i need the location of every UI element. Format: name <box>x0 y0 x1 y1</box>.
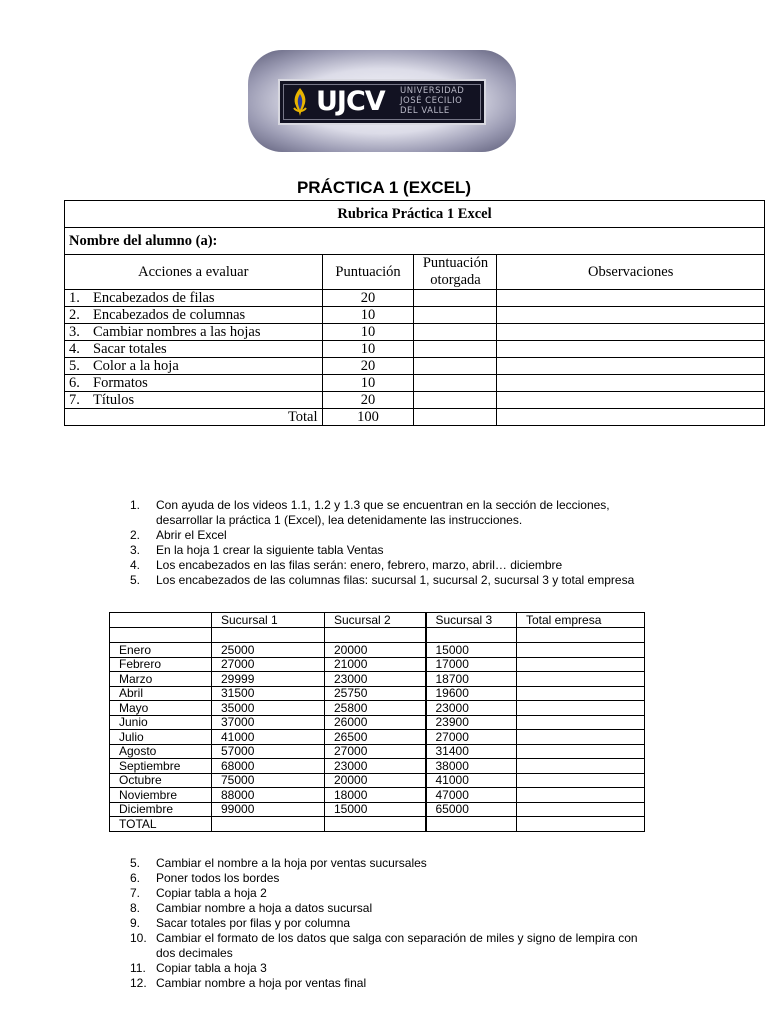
value-cell: 23000 <box>325 672 426 687</box>
month-cell: Marzo <box>110 672 212 687</box>
month-cell: Octubre <box>110 773 212 788</box>
torch-emblem-icon <box>288 86 312 118</box>
table-row <box>110 643 645 658</box>
value-cell: 57000 <box>212 744 325 759</box>
rubric-row: 7. Títulos 20 <box>65 392 765 409</box>
month-cell: Noviembre <box>110 788 212 803</box>
value-cell: 18000 <box>325 788 426 803</box>
student-name-label: Nombre del alumno (a): <box>65 228 765 255</box>
value-cell: 20000 <box>325 773 426 788</box>
table-row <box>110 672 645 687</box>
list-item: 9. Sacar totales por filas y por columna <box>130 916 351 930</box>
instructions-list-2 <box>130 856 650 991</box>
month-cell: Mayo <box>110 701 212 716</box>
value-cell: 41000 <box>426 773 517 788</box>
value-cell <box>517 672 645 687</box>
value-cell: 20000 <box>325 643 426 658</box>
ventas-header-row: Sucursal 1 Sucursal 2 Sucursal 3 Total empresa <box>110 613 645 628</box>
rubric-total-row: Total 100 <box>65 409 765 426</box>
value-cell: 18700 <box>426 672 517 687</box>
value-cell <box>517 657 645 672</box>
value-cell: 75000 <box>212 773 325 788</box>
value-cell <box>517 802 645 817</box>
month-cell: Septiembre <box>110 759 212 774</box>
table-row <box>110 701 645 716</box>
value-cell: 65000 <box>426 802 517 817</box>
list-item: 8. Cambiar nombre a hoja a datos sucursal <box>130 901 373 915</box>
value-cell: 26000 <box>325 715 426 730</box>
value-cell: 38000 <box>426 759 517 774</box>
list-item: 7. Copiar tabla a hoja 2 <box>130 886 267 900</box>
value-cell: 35000 <box>212 701 325 716</box>
value-cell: 25800 <box>325 701 426 716</box>
list-item: 5. Los encabezados de las columnas filas: sucursal 1, sucursal 2, sucursal 3 y total empresa <box>130 573 635 587</box>
value-cell: 68000 <box>212 759 325 774</box>
rubric-table <box>64 200 765 426</box>
month-cell: Junio <box>110 715 212 730</box>
value-cell: 27000 <box>212 657 325 672</box>
header-otorgada: Puntuación otorgada <box>414 255 497 290</box>
list-item: 11. Copiar tabla a hoja 3 <box>130 961 267 975</box>
rubric-row: 3. Cambiar nombres a las hojas 10 <box>65 324 765 341</box>
table-row <box>110 788 645 803</box>
header-observaciones: Observaciones <box>497 255 765 290</box>
list-item: 2. Abrir el Excel <box>130 528 227 542</box>
value-cell: 27000 <box>325 744 426 759</box>
rubric-row: 4. Sacar totales 10 <box>65 341 765 358</box>
value-cell: 21000 <box>325 657 426 672</box>
value-cell: 15000 <box>426 643 517 658</box>
logo-plate <box>278 79 486 125</box>
table-row <box>110 773 645 788</box>
value-cell: 99000 <box>212 802 325 817</box>
value-cell: 15000 <box>325 802 426 817</box>
table-row <box>110 715 645 730</box>
list-item: 5. Cambiar el nombre a la hoja por ventas sucursales <box>130 856 427 870</box>
month-cell: Julio <box>110 730 212 745</box>
logo-wordmark: UNIVERSIDAD JOSÉ CECILIO DEL VALLE <box>400 86 465 116</box>
list-item: 12. Cambiar nombre a hoja por ventas final <box>130 976 367 990</box>
value-cell <box>517 715 645 730</box>
value-cell: 41000 <box>212 730 325 745</box>
month-cell: Agosto <box>110 744 212 759</box>
table-row <box>110 759 645 774</box>
value-cell: 19600 <box>426 686 517 701</box>
list-item: 6. Poner todos los bordes <box>130 871 280 885</box>
list-item: 3. En la hoja 1 crear la siguiente tabla Ventas <box>130 543 384 557</box>
value-cell: 17000 <box>426 657 517 672</box>
value-cell: 47000 <box>426 788 517 803</box>
ventas-total-row: TOTAL <box>110 817 645 832</box>
table-row <box>110 730 645 745</box>
value-cell: 26500 <box>325 730 426 745</box>
list-item: 10. Cambiar el formato de los datos que salga con separación de miles y signo de lempira con dos decimales <box>130 931 638 960</box>
value-cell: 29999 <box>212 672 325 687</box>
month-cell: Abril <box>110 686 212 701</box>
month-cell: Febrero <box>110 657 212 672</box>
value-cell <box>517 759 645 774</box>
ventas-table <box>109 612 645 832</box>
value-cell <box>517 788 645 803</box>
table-row <box>110 802 645 817</box>
rubric-row: 5. Color a la hoja 20 <box>65 358 765 375</box>
value-cell: 23000 <box>426 701 517 716</box>
value-cell: 31500 <box>212 686 325 701</box>
table-row <box>110 744 645 759</box>
value-cell <box>517 686 645 701</box>
value-cell <box>517 701 645 716</box>
value-cell <box>517 744 645 759</box>
value-cell: 31400 <box>426 744 517 759</box>
value-cell <box>517 730 645 745</box>
logo-letters: UJCV <box>316 86 385 117</box>
list-item: 4. Los encabezados en las filas serán: enero, febrero, marzo, abril… diciembre <box>130 558 563 572</box>
university-logo <box>248 50 516 152</box>
rubric-row: 6. Formatos 10 <box>65 375 765 392</box>
rubric-header-row <box>65 255 765 290</box>
table-row <box>110 686 645 701</box>
value-cell: 25000 <box>212 643 325 658</box>
header-puntuacion: Puntuación <box>322 255 414 290</box>
value-cell <box>517 643 645 658</box>
value-cell: 37000 <box>212 715 325 730</box>
value-cell: 23000 <box>325 759 426 774</box>
value-cell: 88000 <box>212 788 325 803</box>
header-acciones: Acciones a evaluar <box>65 255 323 290</box>
value-cell <box>517 773 645 788</box>
rubric-row: 2. Encabezados de columnas 10 <box>65 307 765 324</box>
month-cell: Diciembre <box>110 802 212 817</box>
table-row <box>110 657 645 672</box>
list-item: 1. Con ayuda de los videos 1.1, 1.2 y 1.3 que se encuentran en la sección de lecciones, desarrollar la práctica 1 (Excel), lea detenidamente las instrucciones. <box>130 498 610 527</box>
instructions-list <box>130 498 650 588</box>
value-cell: 25750 <box>325 686 426 701</box>
value-cell: 27000 <box>426 730 517 745</box>
value-cell: 23900 <box>426 715 517 730</box>
rubric-caption: Rubrica Práctica 1 Excel <box>65 201 765 228</box>
rubric-row: 1. Encabezados de filas 20 <box>65 290 765 307</box>
page-title: PRÁCTICA 1 (EXCEL) <box>296 178 472 197</box>
month-cell: Enero <box>110 643 212 658</box>
